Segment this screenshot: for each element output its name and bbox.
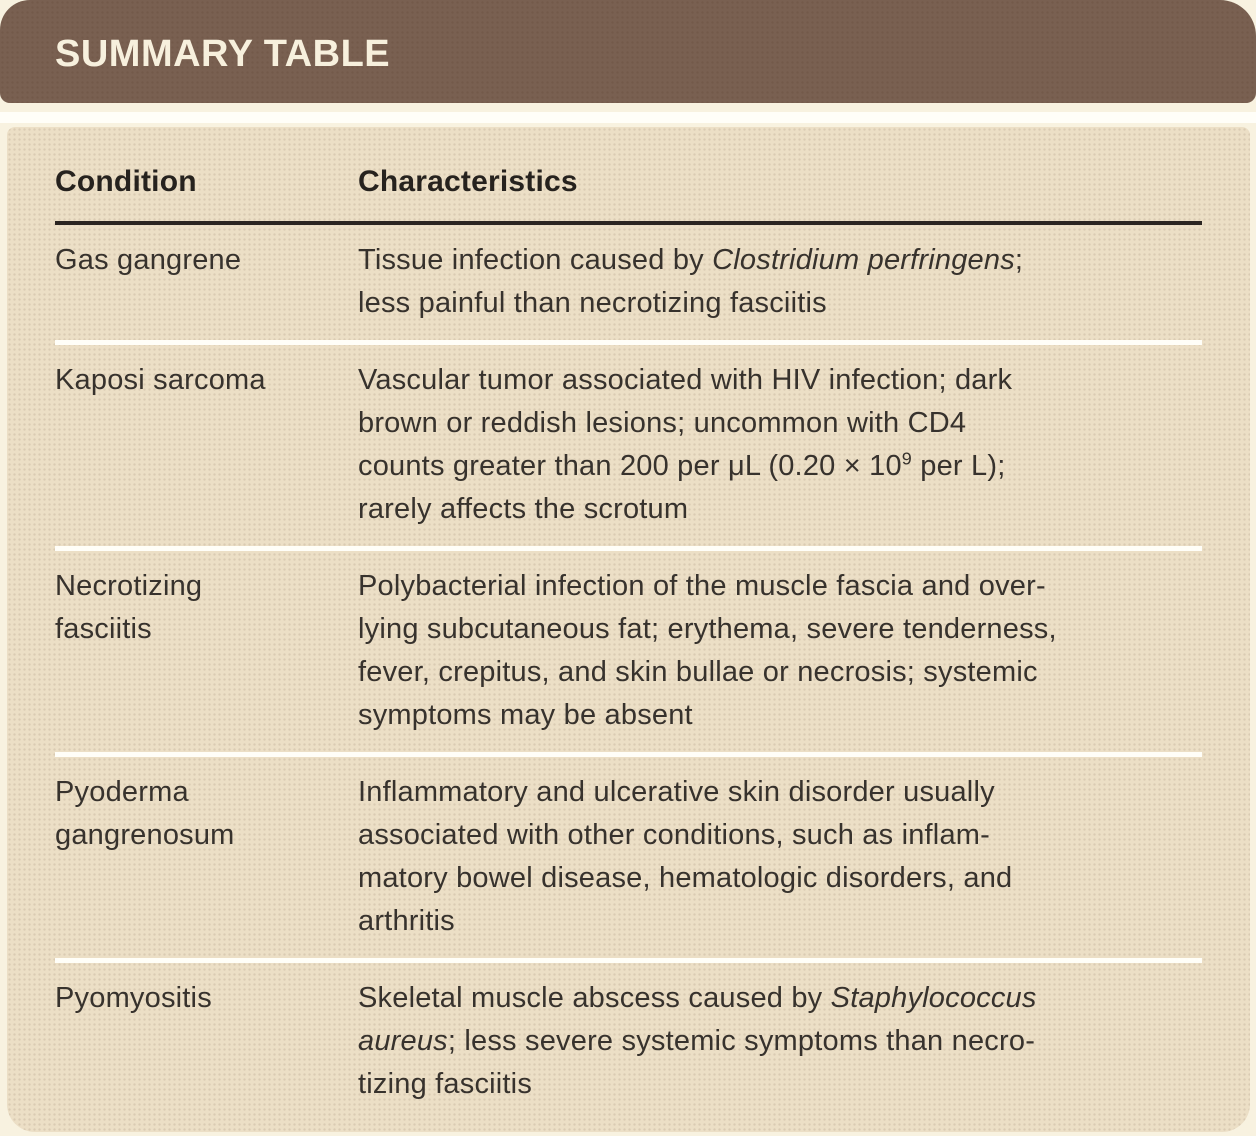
text-segment: Pyoderma	[55, 776, 189, 808]
italic-term: Staphylococcus	[830, 982, 1037, 1014]
text-segment: symptoms may be absent	[358, 699, 693, 731]
text-segment: gangrenosum	[55, 819, 235, 851]
table-row	[55, 345, 1202, 551]
text-segment: rarely affects the scrotum	[358, 493, 689, 525]
text-segment: Gas gangrene	[55, 244, 242, 276]
characteristics-cell	[358, 977, 1202, 1106]
page-title: SUMMARY TABLE	[55, 33, 391, 75]
condition-cell	[55, 359, 358, 531]
table-row	[55, 551, 1202, 757]
characteristics-cell	[358, 771, 1202, 943]
table-row	[55, 963, 1202, 1121]
text-segment: Pyomyositis	[55, 982, 212, 1014]
summary-table-panel	[7, 127, 1250, 1132]
text-segment: associated with other conditions, such as inflam-	[358, 819, 990, 851]
text-segment: Inflammatory and ulcerative skin disorder usually	[358, 776, 995, 808]
text-segment: Kaposi sarcoma	[55, 364, 266, 396]
table-column-headers	[55, 151, 1202, 221]
characteristics-cell	[358, 359, 1202, 531]
summary-table-header-bar	[0, 0, 1256, 103]
text-segment: ;	[1014, 244, 1024, 276]
condition-cell	[55, 565, 358, 737]
italic-term: aureus	[358, 1025, 448, 1057]
column-header-characteristics: Characteristics	[358, 165, 578, 198]
text-segment: Polybacterial infection of the muscle fascia and over-	[358, 570, 1046, 602]
condition-cell	[55, 771, 358, 943]
characteristics-cell	[358, 239, 1202, 325]
header-divider-strip	[0, 112, 1256, 123]
text-segment: matory bowel disease, hematologic disorders, and	[358, 862, 1013, 894]
condition-cell	[55, 977, 358, 1106]
text-segment: per L);	[911, 450, 1006, 482]
text-segment: fever, crepitus, and skin bullae or necrosis; systemic	[358, 656, 1038, 688]
table-row	[55, 757, 1202, 963]
text-segment: Skeletal muscle abscess caused by	[358, 982, 831, 1014]
text-segment: Necrotizing	[55, 570, 203, 602]
text-segment: Tissue infection caused by	[358, 244, 713, 276]
italic-term: Clostridium perfringens	[712, 244, 1015, 276]
text-segment: ; less severe systemic symptoms than necro-	[447, 1025, 1036, 1057]
text-segment: tizing fasciitis	[358, 1068, 533, 1100]
table-row	[55, 225, 1202, 345]
superscript-text: 9	[901, 448, 912, 469]
text-segment: Vascular tumor associated with HIV infection; dark	[358, 364, 1013, 396]
condition-cell	[55, 239, 358, 325]
text-segment: fasciitis	[55, 613, 152, 645]
text-segment: counts greater than 200 per μL (0.20 × 10	[358, 450, 902, 482]
column-header-condition: Condition	[55, 165, 197, 198]
characteristics-cell	[358, 565, 1202, 737]
text-segment: less painful than necrotizing fasciitis	[358, 287, 827, 319]
text-segment: lying subcutaneous fat; erythema, severe tenderness,	[358, 613, 1057, 645]
table-body	[55, 221, 1202, 1121]
text-segment: brown or reddish lesions; uncommon with CD4	[358, 407, 967, 439]
text-segment: arthritis	[358, 905, 455, 937]
